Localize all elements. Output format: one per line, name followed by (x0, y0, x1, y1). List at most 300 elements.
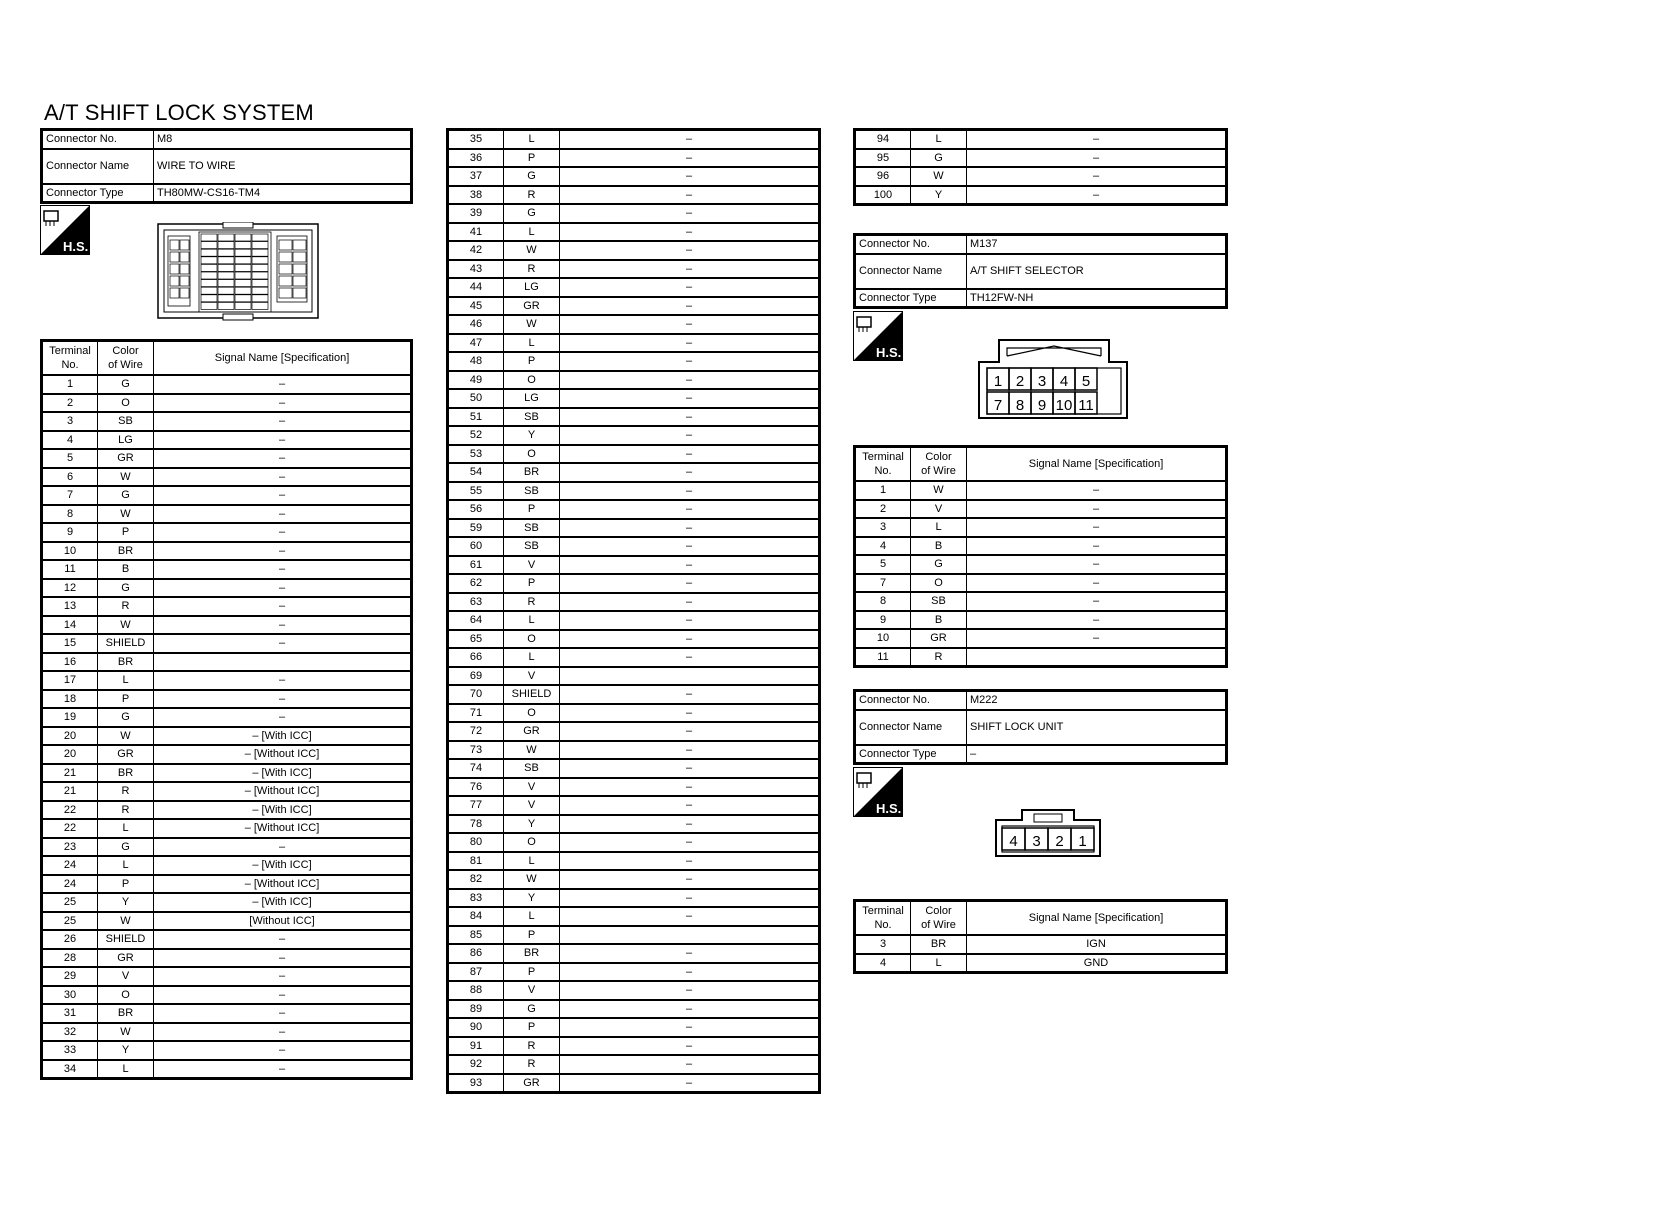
signal-cell: – (560, 1037, 820, 1056)
color-cell: SB (504, 519, 560, 538)
terminal-cell: 7 (855, 574, 911, 593)
terminal-cell: 81 (448, 852, 504, 871)
table-row (448, 260, 820, 279)
signal-cell: – (967, 537, 1227, 556)
signal-cell: – (967, 611, 1227, 630)
signal-cell (967, 648, 1227, 667)
signal-cell: – (560, 204, 820, 223)
signal-cell: – (560, 907, 820, 926)
table-row (448, 408, 820, 427)
svg-text:H.S.: H.S. (63, 239, 89, 254)
signal-cell: – (154, 1041, 412, 1060)
terminal-cell: 45 (448, 297, 504, 316)
terminal-cell: 9 (42, 523, 98, 542)
table-row (448, 611, 820, 630)
pin-label: 3 (1032, 833, 1041, 850)
signal-cell: – (560, 704, 820, 723)
terminal-cell: 92 (448, 1055, 504, 1074)
signal-cell: – (560, 445, 820, 464)
m137-name: A/T SHIFT SELECTOR (967, 254, 1227, 289)
signal-cell: – (967, 130, 1227, 149)
signal-cell: – (560, 556, 820, 575)
signal-cell: – (154, 375, 412, 394)
table-row (42, 1023, 412, 1042)
color-cell: V (911, 500, 967, 519)
m8-no: M8 (154, 130, 412, 149)
signal-cell: – (967, 481, 1227, 500)
terminal-cell: 13 (42, 597, 98, 616)
signal-cell: – (154, 394, 412, 413)
terminal-cell: 42 (448, 241, 504, 260)
terminal-cell: 17 (42, 671, 98, 690)
table-row (42, 394, 412, 413)
color-cell: LG (504, 278, 560, 297)
color-cell: L (911, 954, 967, 973)
signal-cell: – (154, 1023, 412, 1042)
table-row (42, 1004, 412, 1023)
table-row (42, 708, 412, 727)
table-row (448, 981, 820, 1000)
signal-cell: – (560, 778, 820, 797)
color-header: Color of Wire (98, 341, 154, 376)
table-row (448, 519, 820, 538)
table-row (42, 967, 412, 986)
color-cell: P (504, 149, 560, 168)
m8-terminal-table-2 (446, 128, 821, 1094)
color-cell: BR (504, 463, 560, 482)
signal-cell: – (154, 579, 412, 598)
harness-side-icon (853, 767, 903, 817)
table-row (448, 186, 820, 205)
table-row (42, 893, 412, 912)
signal-cell: – (154, 616, 412, 635)
m222-connector-face (994, 808, 1102, 858)
terminal-cell: 11 (855, 648, 911, 667)
table-row (448, 667, 820, 686)
signal-cell: – (560, 519, 820, 538)
signal-cell: – (560, 1018, 820, 1037)
terminal-cell: 6 (42, 468, 98, 487)
table-row (42, 375, 412, 394)
page-title: A/T SHIFT LOCK SYSTEM (44, 100, 314, 125)
terminal-cell: 21 (42, 782, 98, 801)
signal-cell: – (154, 449, 412, 468)
table-row (448, 815, 820, 834)
table-row (42, 912, 412, 931)
color-cell: BR (98, 764, 154, 783)
color-cell: G (98, 579, 154, 598)
table-row (42, 764, 412, 783)
color-cell: L (98, 1060, 154, 1079)
table-row (42, 486, 412, 505)
terminal-cell: 34 (42, 1060, 98, 1079)
signal-cell: – (560, 796, 820, 815)
signal-cell: – (560, 611, 820, 630)
signal-header: Signal Name [Specification] (154, 341, 412, 376)
table-row (42, 1041, 412, 1060)
terminal-cell: 20 (42, 727, 98, 746)
terminal-cell: 15 (42, 634, 98, 653)
table-row (448, 1037, 820, 1056)
table-row (855, 130, 1227, 149)
signal-cell: – (560, 759, 820, 778)
terminal-cell: 14 (42, 616, 98, 635)
terminal-cell: 70 (448, 685, 504, 704)
terminal-cell: 53 (448, 445, 504, 464)
terminal-header: Terminal No. (855, 901, 911, 936)
signal-cell: – (154, 1060, 412, 1079)
m137-type: TH12FW-NH (967, 289, 1227, 308)
label: Connector No. (42, 130, 154, 149)
terminal-cell: 76 (448, 778, 504, 797)
signal-cell: – (560, 722, 820, 741)
color-cell: R (98, 782, 154, 801)
color-cell: LG (98, 431, 154, 450)
table-row (855, 935, 1227, 954)
signal-cell: – (967, 629, 1227, 648)
terminal-cell: 80 (448, 833, 504, 852)
signal-cell: – (560, 1074, 820, 1093)
signal-cell: – [With ICC] (154, 856, 412, 875)
color-cell: V (504, 556, 560, 575)
table-row (855, 186, 1227, 205)
terminal-header: Terminal No. (855, 447, 911, 482)
terminal-cell: 2 (42, 394, 98, 413)
color-cell: G (504, 1000, 560, 1019)
terminal-cell: 21 (42, 764, 98, 783)
table-row (448, 944, 820, 963)
terminal-cell: 90 (448, 1018, 504, 1037)
table-row (448, 685, 820, 704)
m222-terminal-table (853, 899, 1228, 974)
table-row (42, 949, 412, 968)
m137-connector-face (977, 338, 1129, 420)
signal-cell: – (154, 671, 412, 690)
terminal-cell: 10 (855, 629, 911, 648)
signal-cell: – (154, 967, 412, 986)
signal-cell: – [With ICC] (154, 727, 412, 746)
harness-side-icon (40, 205, 90, 255)
terminal-cell: 47 (448, 334, 504, 353)
svg-text:H.S.: H.S. (876, 801, 902, 816)
terminal-cell: 24 (42, 875, 98, 894)
signal-cell: – (560, 352, 820, 371)
color-cell: B (911, 537, 967, 556)
table-row (855, 954, 1227, 973)
signal-cell: – (560, 741, 820, 760)
terminal-cell: 18 (42, 690, 98, 709)
label: Connector No. (855, 691, 967, 710)
terminal-cell: 8 (855, 592, 911, 611)
label: Connector Name (855, 710, 967, 745)
terminal-cell: 66 (448, 648, 504, 667)
signal-cell: – (560, 574, 820, 593)
terminal-cell: 9 (855, 611, 911, 630)
signal-cell: GND (967, 954, 1227, 973)
color-cell: GR (504, 722, 560, 741)
color-cell: P (504, 963, 560, 982)
signal-cell (560, 926, 820, 945)
terminal-cell: 87 (448, 963, 504, 982)
color-cell: W (98, 912, 154, 931)
signal-cell: – (560, 241, 820, 260)
color-cell: SB (504, 537, 560, 556)
signal-cell: – (560, 1000, 820, 1019)
terminal-cell: 3 (855, 935, 911, 954)
terminal-cell: 93 (448, 1074, 504, 1093)
signal-cell: – (560, 852, 820, 871)
table-row (448, 926, 820, 945)
signal-cell: – (560, 426, 820, 445)
color-cell: L (504, 907, 560, 926)
terminal-cell: 31 (42, 1004, 98, 1023)
terminal-cell: 4 (42, 431, 98, 450)
signal-cell: – (967, 167, 1227, 186)
table-row (448, 648, 820, 667)
color-cell: G (911, 149, 967, 168)
signal-cell: – (154, 523, 412, 542)
terminal-cell: 51 (448, 408, 504, 427)
label: Connector Type (42, 184, 154, 203)
table-row (448, 315, 820, 334)
terminal-cell: 29 (42, 967, 98, 986)
color-header: Color of Wire (911, 901, 967, 936)
terminal-cell: 60 (448, 537, 504, 556)
terminal-cell: 5 (42, 449, 98, 468)
color-cell: L (504, 334, 560, 353)
table-row (42, 468, 412, 487)
color-cell: R (504, 1037, 560, 1056)
table-row (42, 930, 412, 949)
m222-name: SHIFT LOCK UNIT (967, 710, 1227, 745)
signal-header: Signal Name [Specification] (967, 901, 1227, 936)
terminal-cell: 33 (42, 1041, 98, 1060)
terminal-cell: 91 (448, 1037, 504, 1056)
color-cell: BR (911, 935, 967, 954)
color-cell: O (911, 574, 967, 593)
table-row (448, 870, 820, 889)
color-cell: SB (504, 759, 560, 778)
table-row (855, 592, 1227, 611)
table-row (448, 334, 820, 353)
pin-label: 10 (1055, 397, 1073, 414)
terminal-cell: 35 (448, 130, 504, 149)
color-cell: R (98, 597, 154, 616)
table-row (448, 833, 820, 852)
color-cell: SB (504, 482, 560, 501)
color-cell: Y (504, 815, 560, 834)
signal-cell: – (154, 930, 412, 949)
color-cell: O (504, 704, 560, 723)
terminal-cell: 82 (448, 870, 504, 889)
signal-cell: – (560, 389, 820, 408)
color-cell: W (504, 870, 560, 889)
signal-cell (154, 653, 412, 672)
signal-cell: – (154, 431, 412, 450)
table-row (448, 352, 820, 371)
terminal-cell: 78 (448, 815, 504, 834)
color-cell: W (98, 505, 154, 524)
terminal-cell: 16 (42, 653, 98, 672)
color-cell: W (98, 468, 154, 487)
signal-cell: – (560, 870, 820, 889)
color-cell: B (911, 611, 967, 630)
terminal-cell: 30 (42, 986, 98, 1005)
signal-cell: – (154, 949, 412, 968)
color-cell: V (98, 967, 154, 986)
terminal-cell: 72 (448, 722, 504, 741)
signal-cell: – (560, 593, 820, 612)
terminal-cell: 36 (448, 149, 504, 168)
signal-cell: – (560, 648, 820, 667)
table-row (448, 278, 820, 297)
terminal-cell: 94 (855, 130, 911, 149)
color-cell: GR (911, 629, 967, 648)
table-row (855, 500, 1227, 519)
color-cell: L (911, 130, 967, 149)
terminal-cell: 23 (42, 838, 98, 857)
color-cell: W (98, 616, 154, 635)
table-row (855, 555, 1227, 574)
color-cell: GR (98, 449, 154, 468)
table-row (448, 445, 820, 464)
color-cell: G (504, 167, 560, 186)
signal-cell: [Without ICC] (154, 912, 412, 931)
signal-cell: – (967, 500, 1227, 519)
color-cell: L (504, 611, 560, 630)
pin-label: 2 (1015, 373, 1025, 390)
table-row (448, 963, 820, 982)
table-row (448, 389, 820, 408)
table-row (448, 759, 820, 778)
terminal-cell: 25 (42, 912, 98, 931)
terminal-cell: 25 (42, 893, 98, 912)
terminal-cell: 37 (448, 167, 504, 186)
signal-cell: – [Without ICC] (154, 819, 412, 838)
pin-label: 5 (1081, 373, 1091, 390)
color-cell: Y (98, 893, 154, 912)
terminal-cell: 1 (42, 375, 98, 394)
color-cell: G (504, 204, 560, 223)
color-cell: BR (98, 1004, 154, 1023)
table-row (42, 449, 412, 468)
terminal-cell: 2 (855, 500, 911, 519)
table-row (448, 223, 820, 242)
terminal-cell: 62 (448, 574, 504, 593)
color-cell: V (504, 778, 560, 797)
color-cell: P (504, 352, 560, 371)
m8-info-table (40, 128, 413, 204)
table-row (448, 630, 820, 649)
table-row (448, 722, 820, 741)
table-row (42, 597, 412, 616)
m8-connector-face (157, 222, 319, 322)
signal-cell: – (560, 167, 820, 186)
color-cell: V (504, 796, 560, 815)
terminal-cell: 39 (448, 204, 504, 223)
signal-cell: – (560, 260, 820, 279)
table-row (855, 629, 1227, 648)
signal-cell: – (154, 838, 412, 857)
color-cell: BR (504, 944, 560, 963)
terminal-cell: 56 (448, 500, 504, 519)
terminal-header: Terminal No. (42, 341, 98, 376)
terminal-cell: 12 (42, 579, 98, 598)
table-row (855, 574, 1227, 593)
label: Connector Name (855, 254, 967, 289)
pin-label: 11 (1078, 397, 1094, 414)
table-row (42, 671, 412, 690)
terminal-cell: 85 (448, 926, 504, 945)
table-row (42, 801, 412, 820)
label: Connector Type (855, 745, 967, 764)
color-cell: P (98, 690, 154, 709)
table-row (448, 500, 820, 519)
table-row (42, 579, 412, 598)
terminal-cell: 32 (42, 1023, 98, 1042)
table-row (855, 537, 1227, 556)
terminal-cell: 61 (448, 556, 504, 575)
signal-cell: – (560, 408, 820, 427)
color-cell: O (504, 630, 560, 649)
color-cell: SB (98, 412, 154, 431)
table-row (855, 611, 1227, 630)
signal-cell: – [With ICC] (154, 764, 412, 783)
table-row (855, 167, 1227, 186)
terminal-cell: 83 (448, 889, 504, 908)
color-header: Color of Wire (911, 447, 967, 482)
color-cell: Y (98, 1041, 154, 1060)
terminal-cell: 96 (855, 167, 911, 186)
m222-no: M222 (967, 691, 1227, 710)
terminal-cell: 88 (448, 981, 504, 1000)
signal-cell: – (967, 149, 1227, 168)
table-row (42, 616, 412, 635)
signal-cell: – (560, 963, 820, 982)
pin-label: 9 (1037, 397, 1047, 414)
table-row (448, 593, 820, 612)
color-cell: P (98, 875, 154, 894)
terminal-cell: 11 (42, 560, 98, 579)
table-row (42, 523, 412, 542)
terminal-cell: 8 (42, 505, 98, 524)
table-row (448, 241, 820, 260)
table-row (855, 518, 1227, 537)
signal-cell: – (967, 574, 1227, 593)
color-cell: W (911, 167, 967, 186)
terminal-cell: 54 (448, 463, 504, 482)
table-row (42, 782, 412, 801)
color-cell: R (504, 593, 560, 612)
terminal-cell: 100 (855, 186, 911, 205)
table-row (42, 856, 412, 875)
signal-cell: – (154, 560, 412, 579)
color-cell: BR (98, 542, 154, 561)
signal-cell: – [With ICC] (154, 893, 412, 912)
color-cell: R (504, 260, 560, 279)
color-cell: R (98, 801, 154, 820)
signal-cell: – (967, 518, 1227, 537)
color-cell: L (504, 648, 560, 667)
color-cell: O (504, 371, 560, 390)
signal-cell: – (560, 815, 820, 834)
pin-label: 8 (1015, 397, 1025, 414)
signal-cell: – (560, 278, 820, 297)
signal-cell: – (154, 412, 412, 431)
color-cell: LG (504, 389, 560, 408)
color-cell: BR (98, 653, 154, 672)
color-cell: SHIELD (504, 685, 560, 704)
